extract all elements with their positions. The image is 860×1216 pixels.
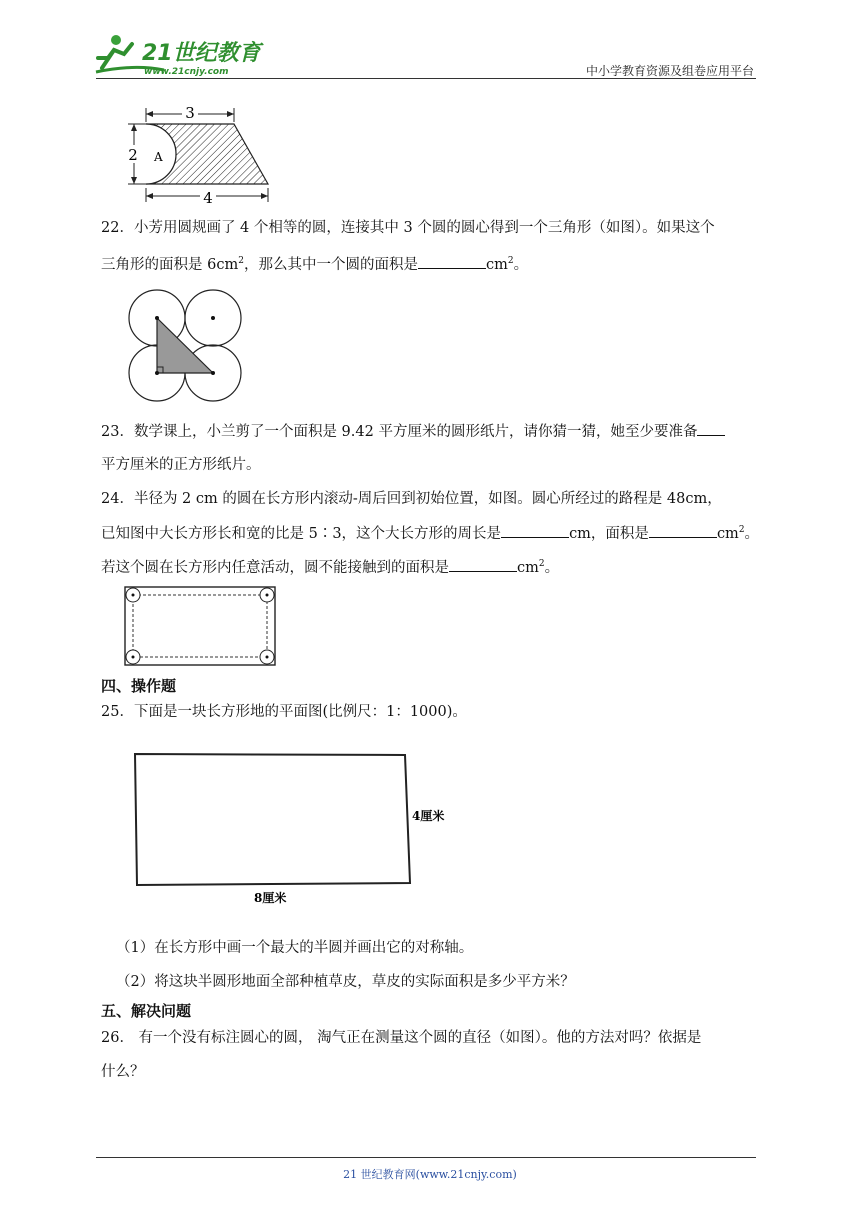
q24-line1: 24．半径为 2 cm 的圆在长方形内滚动-周后回到初始位置，如图。圆心所经过的路程是 48cm， [101,491,722,507]
rolling-circle-figure [121,584,281,670]
q24-perimeter-blank[interactable] [501,523,569,538]
four-circles-figure [124,286,246,404]
fig21-left-label: 2 [128,146,138,164]
fig21-bottom-label: 4 [203,189,213,207]
q26-line1: 26． 有一个没有标注圆心的圆， 淘气正在测量这个圆的直径（如图）。他的方法对吗？依据是 [101,1030,702,1046]
q25-sub2: （2）将这块半圆形地面全部种植草皮，草皮的实际面积是多少平方米？ [116,974,575,990]
q23-answer-blank[interactable] [697,421,725,436]
q25-line1: 25．下面是一块长方形地的平面图(比例尺：1：1000)。 [101,704,467,720]
rectangle-plan-figure [126,748,456,910]
q23-line1: 23．数学课上，小兰剪了一个面积是 9.42 平方厘米的圆形纸片，请你猜一猜，她至少要准备 [101,421,725,442]
section-5-title: 五、解决问题 [101,1002,192,1020]
fig21-region-label: A [154,150,163,164]
q22-line1: 22．小芳用圆规画了 4 个相等的圆，连接其中 3 个圆的圆心得到一个三角形（如图）。如果这个 [101,220,715,236]
q22-line2: 三角形的面积是 $6cm^2$，那么其中一个圆的面积是 $cm^2$。 [101,254,528,275]
site-logo [94,28,264,78]
q25-fig-length-label: 8厘米 [254,891,287,905]
q26-line2: 什么？ [101,1064,145,1080]
logo-text: 21世纪教育 [142,41,261,66]
header-platform-text: 中小学教育资源及组卷应用平台 [585,64,754,78]
footer-divider [96,1157,756,1158]
header-divider [96,78,756,79]
q25-sub1: （1）在长方形中画一个最大的半圆并画出它的对称轴。 [116,940,474,956]
q24-untouched-blank[interactable] [449,557,517,572]
q24-line3: 若这个圆在长方形内任意活动，圆不能接触到的面积是 $cm^2$。 [101,557,559,578]
q24-line2: 已知图中大长方形长和宽的比是 5∶3，这个大长方形的周长是 cm，面积是 $cm^2$。 [101,523,759,544]
q22-answer-blank[interactable] [418,254,486,269]
q23-line2: 平方厘米的正方形纸片。 [101,457,261,473]
logo-url: www.21cnjy.com [144,67,229,77]
fig21-top-label: 3 [185,104,195,122]
runner-logo-icon [94,28,264,78]
footer-text: 21 世纪教育网(www.21cnjy.com) [343,1168,517,1181]
q25-fig-width-label: 4厘米 [412,809,445,823]
section-4-title: 四、操作题 [101,677,177,695]
trapezoid-figure [118,100,283,208]
q24-area-blank[interactable] [649,523,717,538]
